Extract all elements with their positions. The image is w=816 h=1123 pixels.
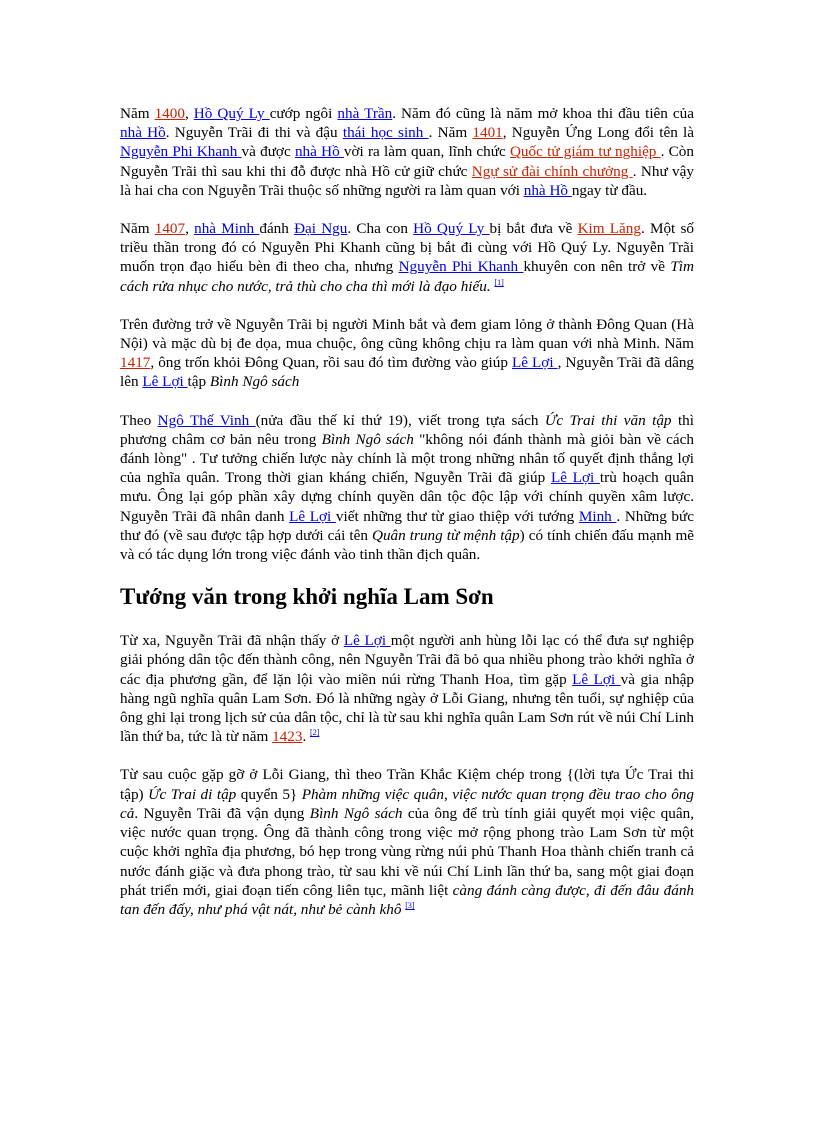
paragraph-ming-invasion	[120, 219, 694, 296]
text-run: , ông trốn khỏi Đông Quan, rồi sau đó tìm đường vào giúp	[150, 354, 512, 372]
wiki-link[interactable]: Đại Ngu	[294, 220, 348, 238]
paragraph-ho-dynasty	[120, 104, 694, 200]
wiki-link[interactable]: nhà Minh	[194, 220, 260, 238]
wiki-link[interactable]: Lê Lợi	[550, 469, 600, 487]
text-run: viết những thư từ giao thiệp với tướng	[335, 507, 579, 525]
italic-text: Bình Ngô sách	[209, 373, 300, 391]
text-run: , Nguyễn Ứng Long đổi tên là	[502, 124, 694, 142]
wiki-link[interactable]: nhà Hồ	[120, 124, 166, 142]
document-page	[120, 104, 694, 938]
text-run: Năm	[120, 220, 155, 238]
italic-text: Tìm cách rửa nhục cho nước, trả thù cho cha thì mới là đạo hiếu.	[120, 258, 694, 295]
text-run: khuyên con nên trở về	[523, 258, 671, 276]
wiki-link[interactable]: Lê Lợi	[343, 632, 391, 650]
text-run: . Một số triều thần trong đó có Nguyễn Phi Khanh cũng bị bắt đi cùng với Hồ Quý Ly. Nguyễn Trãi muốn trọn đạo hiếu bèn đi theo cha, nhưng	[120, 220, 694, 276]
text-run: Trên đường trở về Nguyễn Trãi bị người Minh bắt và đem giam lỏng ở thành Đông Quan (Hà Nội) và mặc dù bị đe dọa, mua chuộc, ông cũng không chịu ra làm quan với nhà Minh. Năm	[120, 315, 694, 353]
italic-text: Ức Trai thi văn tập	[544, 411, 672, 429]
italic-text: càng đánh càng được, đi đến đâu đánh tan đến đấy, như phá vật nát, như bẻ cành khô	[120, 881, 695, 918]
text-run: bị bắt đưa về	[489, 220, 578, 238]
text-run: và gia nhập hàng ngũ nghĩa quân Lam Sơn. Đó là những ngày ở Lỗi Giang, nhưng tên tuổi, sự nghiệp của ông ghi lại trong lịch sử của dân tộc, chỉ là từ sau khi nghĩa quân Lam Sơn rút về núi Chí Linh lần thứ ba, tức là từ năm	[120, 670, 694, 746]
italic-text: Bình Ngô sách	[309, 804, 403, 822]
text-run: , Nguyễn Trãi đã dâng lên	[120, 354, 695, 391]
text-run: ) có tính chiến đấu mạnh mẽ và có tác dụng lớn trong việc đánh vào tinh thần địch quân.	[120, 526, 695, 564]
text-run: .	[302, 728, 311, 746]
wiki-link[interactable]: Lê Lợi	[289, 507, 336, 525]
wiki-link[interactable]: 1417	[120, 354, 151, 372]
text-run: một người anh hùng lỗi lạc có thể đưa sự nghiệp giải phóng dân tộc đến thành công, nên Nguyễn Trãi đã bỏ qua nhiều phong trào khởi nghĩa ở các địa phương gần, để lặn lội vào miền núi rừng Thanh Hoa, tìm gặp	[120, 632, 695, 688]
text-run: ,	[185, 220, 195, 238]
italic-text: Bình Ngô sách	[321, 430, 414, 448]
italic-text: Ức Trai di tập	[148, 785, 237, 803]
wiki-link[interactable]: Lê Lợi	[142, 373, 188, 391]
text-run: vời ra làm quan, lĩnh chức	[343, 143, 510, 161]
text-run: . Cha con	[347, 220, 414, 238]
text-run: trù hoạch quân mưu. Ông lại góp phần xây dựng chính quyền dân tộc độc lập với chính quyền xâm lược. Nguyễn Trãi đã nhân danh	[120, 469, 695, 525]
wiki-link[interactable]: Minh	[578, 507, 617, 525]
text-run: thì phương châm cơ bản nêu trong	[120, 411, 694, 448]
text-run: ngay từ đầu.	[571, 181, 648, 199]
wiki-link[interactable]: Quốc tử giám tư nghiệp	[509, 143, 661, 161]
footnote-ref[interactable]: [2]	[310, 728, 320, 738]
paragraph-dong-quan	[120, 315, 694, 392]
wiki-link[interactable]: Hồ Quý Ly	[193, 105, 270, 122]
text-run: "không nói đánh thành mà giỏi bàn về cách đánh lòng" . Tư tưởng chiến lược này chính là một trong những nhân tố quyết định thắng lợi của nghĩa quân. Trong thời gian kháng chiến, Nguyễn Trãi đã giúp	[120, 430, 695, 487]
wiki-link[interactable]: Lê Lợi	[511, 354, 558, 372]
footnote-ref[interactable]: [1]	[494, 277, 504, 287]
text-run: . Năm đó cũng là năm mở khoa thi đầu tiên của	[392, 105, 695, 122]
text-run: . Năm	[428, 124, 473, 142]
paragraph-military-strategy	[120, 765, 694, 919]
wiki-link[interactable]: Nguyễn Phi Khanh	[398, 258, 524, 276]
wiki-link[interactable]: 1407	[154, 220, 186, 238]
text-run: . Còn Nguyễn Trãi thì sau khi thi đỗ được nhà Hồ cử giữ chức	[120, 143, 694, 180]
text-run: Từ sau cuộc gặp gỡ ở Lỗi Giang, thì theo Trần Khắc Kiệm chép trong {(lời tựa Ức Trai thi tập)	[120, 766, 694, 803]
paragraph-joining-le-loi	[120, 631, 694, 746]
text-run: Từ xa, Nguyễn Trãi đã nhận thấy ở	[120, 632, 344, 650]
text-run: cướp ngôi	[269, 105, 338, 122]
text-run: . Những bức thư đó (về sau được tập hợp dưới cái tên	[120, 507, 694, 544]
text-run: . Như vậy là hai cha con Nguyễn Trãi thuộc số những người ra làm quan với	[120, 162, 694, 199]
wiki-link[interactable]: nhà Hồ	[523, 181, 572, 199]
wiki-link[interactable]: Kim Lăng	[577, 220, 641, 238]
text-run: và được	[241, 143, 295, 161]
text-run: tập	[187, 373, 210, 391]
text-run: (nửa đầu thế kỉ thứ 19), viết trong tựa sách	[255, 411, 545, 429]
paragraph-binh-ngo-sach	[120, 411, 694, 565]
italic-text: Quân trung từ mệnh tập	[371, 526, 520, 544]
wiki-link[interactable]: 1401	[472, 124, 503, 142]
wiki-link[interactable]: 1400	[154, 105, 185, 122]
wiki-link[interactable]: Lê Lợi	[572, 670, 621, 688]
wiki-link[interactable]: nhà Trần	[337, 105, 393, 122]
wiki-link[interactable]: Ngô Thế Vinh	[157, 411, 256, 429]
wiki-link[interactable]: nhà Hồ	[294, 143, 344, 161]
italic-text: Phàm những việc quân, việc nước quan trọng đều trao cho ông cả	[120, 785, 694, 822]
footnote-ref[interactable]: [3]	[405, 900, 415, 910]
wiki-link[interactable]: thái học sinh	[342, 124, 429, 142]
text-run: . Nguyễn Trãi đi thi và đậu	[165, 124, 343, 142]
text-run: quyển 5}	[236, 785, 302, 803]
wiki-link[interactable]: Nguyễn Phi Khanh	[120, 143, 242, 161]
wiki-link[interactable]: 1423	[272, 728, 303, 746]
section-heading-lam-son: Tướng văn trong khởi nghĩa Lam Sơn	[120, 584, 494, 610]
text-run: ,	[184, 105, 194, 122]
text-run: . Nguyễn Trãi đã vận dụng	[134, 804, 310, 822]
wiki-link[interactable]: Ngự sử đài chính chưởng	[471, 162, 633, 180]
text-run: Theo	[120, 411, 158, 429]
text-run: của ông để trù tính giải quyết mọi việc quân, việc nước quan trọng. Ông đã thành công trong việc mở rộng phong trào Lam Sơn từ một cuộc khởi nghĩa địa phương, bó hẹp trong vùng rừng núi phủ Thanh Hoa thành chiến tranh cả nước đánh giặc và đưa phong trào, từ sau khi về núi Chí Linh lần thứ ba, sang một giai đoạn phát triển mới, giai đoạn tiến công liên tục, mãnh liệt	[120, 804, 694, 899]
text-run: Năm	[120, 105, 155, 122]
wiki-link[interactable]: Hồ Quý Ly	[413, 220, 490, 238]
text-run: đánh	[259, 220, 295, 238]
